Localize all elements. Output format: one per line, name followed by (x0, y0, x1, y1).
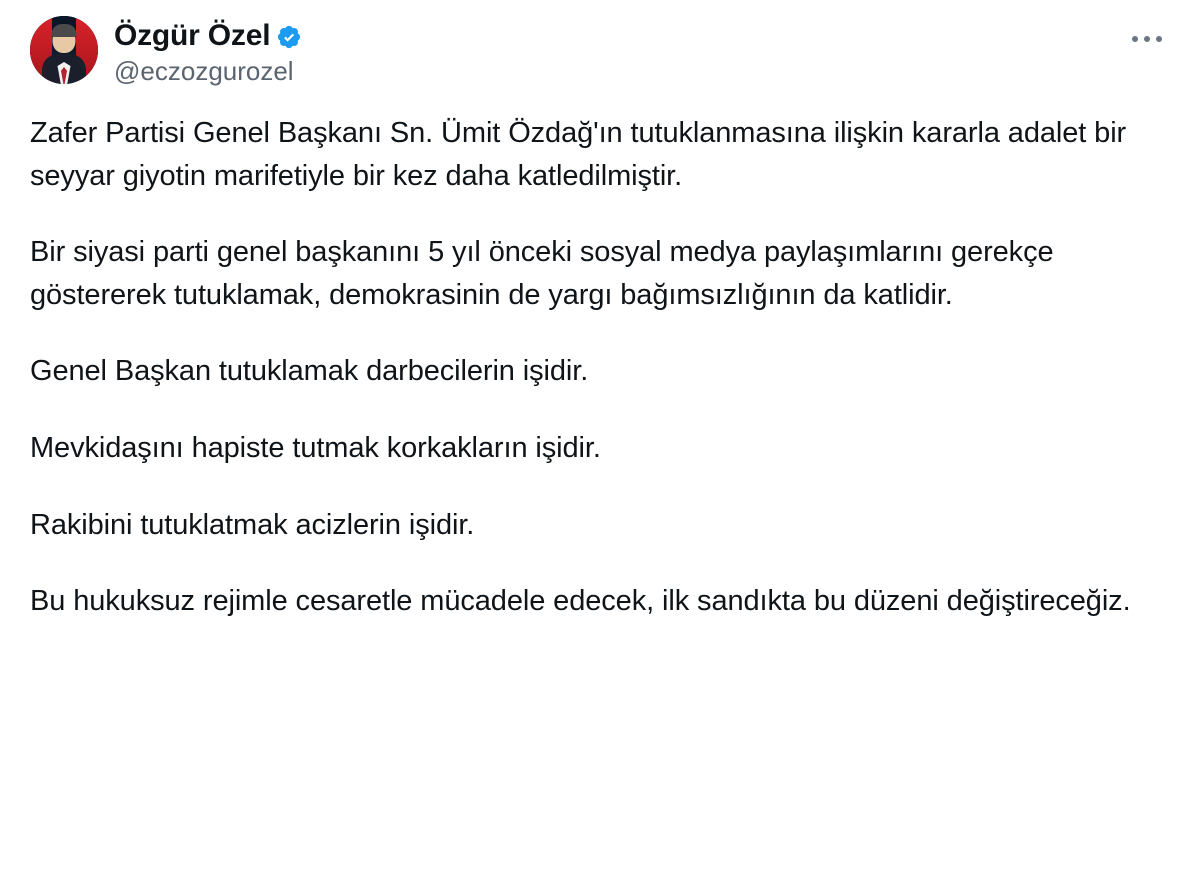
tweet-header (30, 16, 1170, 88)
more-options-dot (1156, 36, 1162, 42)
avatar[interactable] (30, 16, 98, 84)
tweet-paragraph: Genel Başkan tutuklamak darbecilerin işidir. (30, 355, 589, 388)
author-display-name[interactable]: Özgür Özel (114, 19, 271, 52)
tweet-paragraph: Mevkidaşını hapiste tutmak korkakların işidir. (30, 432, 601, 465)
tweet-text (30, 112, 1150, 623)
tweet-paragraph: Bir siyasi parti genel başkanını 5 yıl önceki sosyal medya paylaşımlarını gerekçe göstererek tutuklamak, demokrasinin de yargı bağımsızlığının da katlidir. (30, 236, 1054, 311)
avatar-hair (52, 24, 77, 37)
tweet-paragraph: Rakibini tutuklatmak acizlerin işidir. (30, 508, 475, 541)
author-handle[interactable]: @eczozgurozel (114, 56, 294, 87)
verified-badge-icon (276, 24, 302, 50)
author-info (114, 16, 302, 88)
tweet-paragraph: Zafer Partisi Genel Başkanı Sn. Ümit Özdağ'ın tutuklanmasına ilişkin kararla adalet bir seyyar giyotin marifetiyle bir kez daha katledilmiştir. (30, 116, 1127, 192)
more-options-dot (1144, 36, 1150, 42)
more-options-icon[interactable] (1128, 30, 1166, 48)
tweet-paragraph: Bu hukuksuz rejimle cesaretle mücadele edecek, ilk sandıkta bu düzeni değiştireceğiz. (30, 585, 1131, 618)
author-name-line (114, 18, 302, 53)
more-options-dot (1132, 36, 1138, 42)
